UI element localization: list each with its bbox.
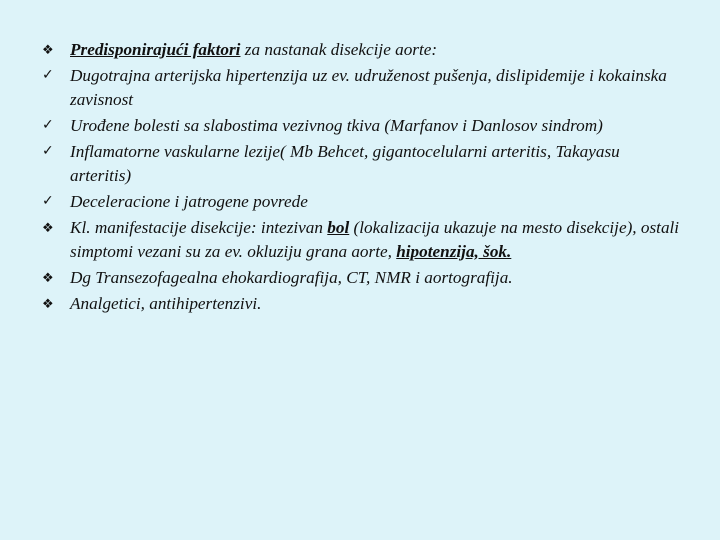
check-bullet-icon: ✓ — [42, 143, 54, 160]
bullet-item — [42, 190, 682, 214]
bullet-text: Dg Transezofagealna ehokardiografija, CT, NMR i aortografija. — [70, 267, 513, 287]
check-bullet-icon: ✓ — [42, 116, 54, 133]
emphasis-text: hipotenzija, šok. — [396, 241, 512, 261]
check-bullet-icon: ✓ — [42, 192, 54, 209]
emphasis-text: Predisponirajući faktori — [70, 40, 241, 59]
bullet-text: (lokalizacija ukazuje na mesto disekcije), ostali simptomi vezani su za ev. okluziju grana aorte, — [70, 218, 680, 261]
bullet-text: za nastanak disekcije aorte: — [240, 40, 438, 59]
diamond-bullet-icon: ❖ — [42, 221, 54, 237]
diamond-bullet-icon: ❖ — [42, 270, 54, 286]
emphasis-text: bol — [327, 218, 350, 238]
diamond-bullet-icon: ❖ — [42, 297, 54, 313]
bullet-text: Urođene bolesti sa slabostima vezivnog tkiva (Marfanov i Danlosov sindrom) — [70, 115, 603, 135]
bullet-text: Dugotrajna arterijska hipertenzija uz ev. udruženost pušenja, dislipidemije i kokainska zavisnost — [70, 66, 667, 109]
bullet-text: Kl. manifestacije disekcije: intezivan — [70, 218, 328, 238]
bullet-item — [42, 292, 682, 316]
bullet-text: Deceleracione i jatrogene povrede — [70, 191, 308, 211]
bullet-item — [42, 114, 682, 138]
bullet-item — [42, 140, 682, 187]
bullet-text: Analgetici, antihipertenzivi. — [70, 294, 262, 314]
bullet-item — [42, 266, 682, 290]
bullet-item — [42, 38, 682, 62]
diamond-bullet-icon: ❖ — [42, 43, 54, 58]
bullet-item — [42, 216, 682, 263]
bullet-text: Inflamatorne vaskularne lezije( Mb Behcet, gigantocelularni arteritis, Takayasu arteritis) — [70, 142, 620, 185]
bullet-item — [42, 64, 682, 111]
bullet-list — [42, 38, 682, 318]
check-bullet-icon: ✓ — [42, 67, 54, 84]
